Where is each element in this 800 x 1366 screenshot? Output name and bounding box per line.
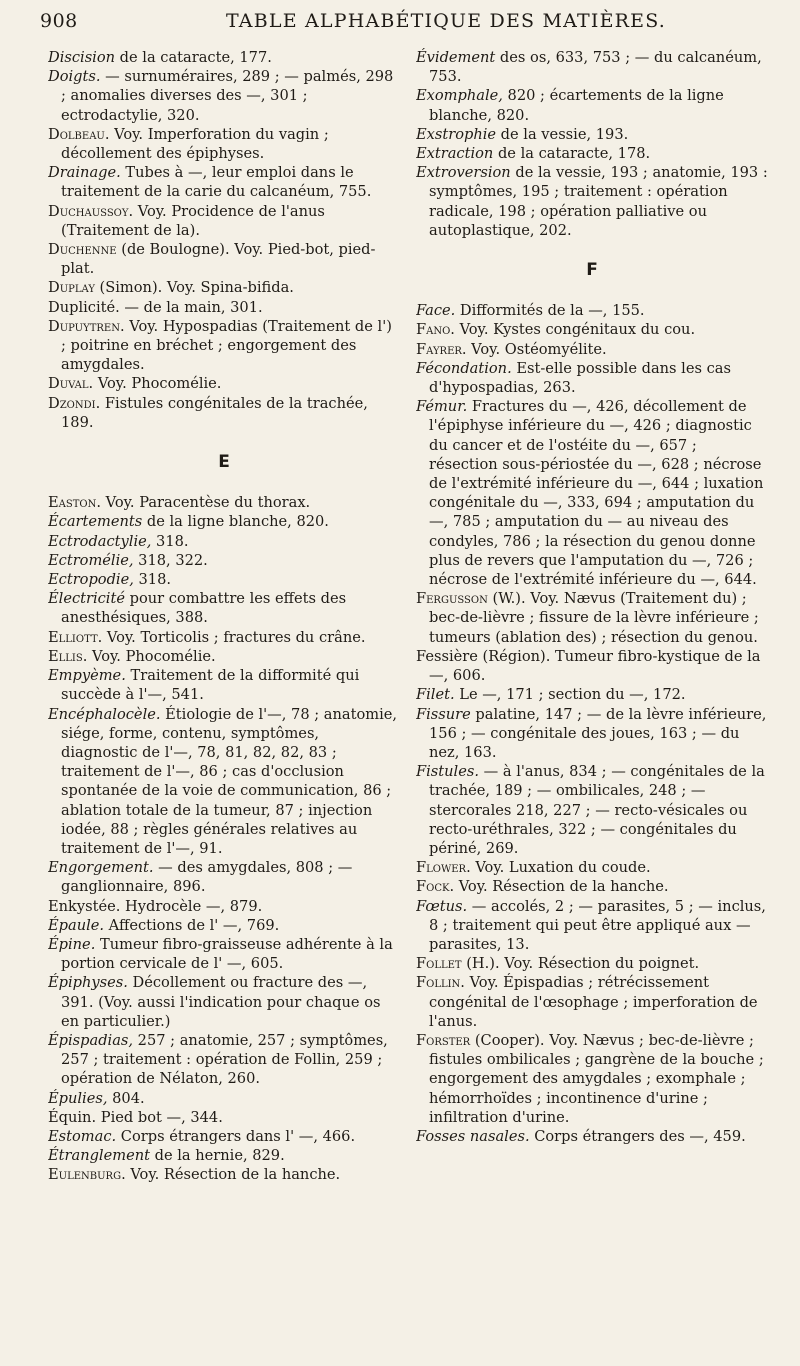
section-letter: F [586,260,598,281]
index-entry [416,647,768,685]
entry-term: Fock. [416,878,455,896]
index-entry [48,394,400,432]
entry-text: 804. [107,1089,145,1107]
entry-text: Voy. Résection de la hanche. [454,878,669,896]
entry-term: Évidement [416,49,496,66]
entry-text: Étiologie de l'—, 78 ; anatomie, siége, forme, contenu, symptômes, diagnostic de l'—, 78, 81, 82, 82, 83 ; traitement de l'—, 86 ; cas d'occlusion spontanée de la voie de communication, 86 ; ablation totale de la tumeur, 87 ; injection iodée, 88 ; règles générales relatives au traitement de l'—, 91. [61,705,398,857]
entry-text: (W.). Voy. Nævus (Traitement du) ; bec-de-lièvre ; fissure de la lèvre inférieure ; tumeurs (ablation des) ; résection du genou. [429,590,759,646]
running-head [40,10,780,36]
entry-text: de la vessie, 193 ; anatomie, 193 : symptômes, 195 ; traitement : opération radicale, 198 ; opération palliative ou autoplastique, 202. [429,164,768,239]
entry-term: Exstrophie [416,125,497,143]
entry-term: Écartements [48,513,143,531]
entry-term: Fessière [416,647,478,665]
index-entry [416,877,768,896]
entry-text: (Simon). Voy. Spina-bifida. [94,279,294,297]
entry-term: Fergusson [416,590,488,608]
index-entry [48,48,400,67]
index-entry [48,493,400,512]
index-entry [48,278,400,297]
entry-text: — de la main, 301. [119,298,263,316]
index-entry [48,973,400,1031]
index-entry [48,666,400,704]
entry-text: palatine, 147 ; — de la lèvre inférieure, 156 ; — congénitale des joues, 163 ; — du nez, 163. [429,705,767,761]
entry-term: Empyème. [48,667,126,685]
index-entry [48,858,400,896]
index-entry [416,589,768,647]
index-entry [416,340,768,359]
index-entry [48,240,400,278]
entry-text: — accolés, 2 ; — parasites, 5 ; — inclus, 8 ; traitement qui peut être appliqué aux — parasites, 13. [429,897,766,953]
entry-term: Discision [48,49,116,66]
index-entry [416,48,768,86]
entry-text: — des amygdales, 808 ; — ganglionnaire, 896. [61,859,353,896]
entry-term: Duplicité. [48,298,120,316]
index-entry [48,67,400,125]
entry-text: Décollement ou fracture des —, 391. (Voy. aussi l'indication pour chaque os en particulier.) [61,974,381,1030]
index-entry [48,551,400,570]
entry-term: Drainage. [48,164,121,182]
index-entry [416,320,768,339]
entry-term: Épine. [48,935,96,953]
entry-text: Voy. Imperforation du vagin ; décollement des épiphyses. [61,125,329,163]
entry-text: Voy. Hypospadias (Traitement de l') ; poitrine en bréchet ; engorgement des amygdales. [61,317,392,374]
section-letter: E [218,452,230,473]
entry-text: Tubes à —, leur emploi dans le traitement de la carie du calcanéum, 755. [61,164,372,201]
index-entry [48,202,400,240]
entry-term: Épulies, [48,1089,108,1107]
entry-term: Follin. [416,974,465,992]
entry-text: Voy. Phocomélie. [93,375,222,393]
entry-term: Fémur. [416,398,468,416]
entry-term: Fistules. [416,763,479,781]
index-entry [416,359,768,397]
entry-text: Hydrocèle —, 879. [120,897,263,915]
entry-text: — surnuméraires, 289 ; — palmés, 298 ; anomalies diverses des —, 301 ; ectrodactylie, 320. [61,68,394,124]
entry-text: Voy. Paracentèse du thorax. [100,494,311,512]
entry-text: (de Boulogne). Voy. Pied-bot, pied-plat. [61,241,376,278]
page-title: TABLE ALPHABÉTIQUE DES MATIÈRES. [225,10,667,32]
entry-text: 318. [133,571,172,589]
index-entry [48,570,400,589]
entry-term: Encéphalocèle. [48,705,161,723]
entry-text: Traitement de la difformité qui succède à l'—, 541. [61,667,360,704]
entry-term: Face. [416,302,456,320]
entry-text: Voy. Ostéomyélite. [466,340,607,358]
entry-text: Est-elle possible dans les cas d'hypospadias, 263. [429,359,731,397]
entry-term: Dupuytren. [48,317,125,335]
page-number: 908 [40,10,78,32]
index-entry [48,1089,400,1108]
index-entry [48,1031,400,1089]
entry-term: Estomac. [48,1127,117,1145]
entry-term: Dzondi. [48,394,101,412]
entry-text: de la cataracte, 178. [493,145,651,163]
entry-term: Duplay [48,279,95,297]
index-entry [416,685,768,704]
index-entry [416,163,768,240]
entry-text: — à l'anus, 834 ; — congénitales de la trachée, 189 ; — ombilicales, 248 ; — stercorales 218, 227 ; — recto-vésicales ou recto-uréthrales, 322 ; — congénitales du périné, 269. [429,763,765,857]
entry-term: Ellis. [48,647,88,665]
index-entry [416,897,768,955]
entry-text: 820 ; écartements de la ligne blanche, 820. [429,87,724,124]
index-entry [416,397,768,589]
entry-term: Électricité [48,590,125,608]
index-entry [416,1127,768,1146]
index-entry [416,954,768,973]
index-entry [48,1127,400,1146]
entry-text: des os, 633, 753 ; — du calcanéum, 753. [429,49,762,86]
entry-term: Engorgement. [48,859,154,877]
entry-text: Tumeur fibro-graisseuse adhérente à la portion cervicale de l' —, 605. [61,935,393,973]
entry-text: (Région). Tumeur fibro-kystique de la —, 606. [429,647,761,685]
entry-text: 257 ; anatomie, 257 ; symptômes, 257 ; traitement : opération de Follin, 259 ; opération de Nélaton, 260. [61,1031,388,1088]
entry-term: Fosses nasales. [416,1127,530,1145]
entry-term: Extroversion [416,164,511,182]
entry-term: Exomphale, [416,87,503,105]
entry-term: Flower. [416,859,471,877]
index-entry [48,1165,400,1184]
entry-text: (Cooper). Voy. Nævus ; bec-de-lièvre ; fistules ombilicales ; gangrène de la bouche ; engorgement des amygdales ; exomphale ; hémorrhoïdes ; incontinence d'urine ; infiltration d'urine. [429,1031,764,1126]
entry-text: Pied bot —, 344. [96,1108,223,1126]
index-entry [48,125,400,163]
index-entry [416,858,768,877]
entry-text: Fistules congénitales de la trachée, 189. [61,394,368,431]
entry-term: Épispadias, [48,1031,134,1049]
entry-term: Ectromélie, [48,551,134,569]
entry-text: de la ligne blanche, 820. [142,513,329,531]
entry-term: Extraction [416,145,494,163]
index-entry [48,374,400,393]
index-entry [48,628,400,647]
entry-term: Easton. [48,494,101,512]
entry-text: Corps étrangers dans l' —, 466. [116,1127,356,1145]
entry-term: Forster [416,1031,471,1049]
entry-text: de la vessie, 193. [496,125,629,143]
entry-text: Voy. Torticolis ; fractures du crâne. [102,628,366,646]
index-entry [48,512,400,531]
entry-text: Voy. Phocomélie. [87,647,216,665]
entry-term: Enkystée. [48,897,121,915]
entry-text: 318. [151,532,189,550]
entry-text: 318, 322. [133,551,208,569]
index-entry [416,705,768,763]
entry-term: Fayrer. [416,340,467,358]
index-entry [48,532,400,551]
index-entry [416,973,768,1031]
entry-term: Duchaussoy. [48,202,134,220]
entry-term: Duval. [48,375,94,393]
entry-text: Difformités de la —, 155. [455,302,645,320]
index-entry [48,1146,400,1165]
entry-term: Épaule. [48,916,105,934]
entry-term: Ectrodactylie, [48,532,152,550]
index-entry [416,144,768,163]
index-entry [48,589,400,627]
index-entry [416,125,768,144]
entry-term: Elliott. [48,628,103,646]
entry-text: de la cataracte, 177. [115,49,272,66]
entry-term: Étranglement [48,1147,150,1165]
entry-text: (H.). Voy. Résection du poignet. [461,955,700,973]
entry-term: Fano. [416,321,455,339]
index-entry [416,301,768,320]
entry-term: Équin. [48,1108,97,1126]
index-entry [416,762,768,858]
index-entry [416,86,768,124]
entry-term: Ectropodie, [48,571,134,589]
index-entry [48,647,400,666]
entry-text: Voy. Épispadias ; rétrécissement congénital de l'œsophage ; imperforation de l'anus. [429,974,758,1030]
entry-term: Fœtus. [416,897,468,915]
entry-term: Filet. [416,686,455,704]
entry-term: Follet [416,955,462,973]
entry-text: Voy. Kystes congénitaux du cou. [454,321,696,339]
entry-text: Voy. Résection de la hanche. [125,1166,341,1184]
entry-text: pour combattre les effets des anesthésiques, 388. [61,590,347,627]
index-entry [48,897,400,916]
index-entry [48,163,400,201]
entry-term: Duchenne [48,241,117,259]
index-entry [48,916,400,935]
entry-text: Affections de l' —, 769. [104,916,280,934]
entry-term: Dolbeau. [48,125,110,143]
right-column [416,48,768,1348]
index-entry [48,298,400,317]
entry-text: Fractures du —, 426, décollement de l'épiphyse inférieure du —, 426 ; diagnostic du cancer et de l'ostéite du —, 657 ; résection sous-périostée du —, 628 ; nécrose de l'extrémité inférieure du —, 644 ; luxation congénitale du —, 333, 694 ; amputation du —, 785 ; amputation du — au niveau des condyles, 786 ; la résection du genou donne plus de revers que l'amputation du —, 726 ; nécrose de l'extrémité inférieure du —, 644. [429,398,764,589]
left-column [48,48,400,1348]
index-entry [48,705,400,859]
entry-term: Doigts. [48,68,101,86]
entry-term: Fissure [416,705,471,723]
index-entry [48,1108,400,1127]
entry-term: Fécondation. [416,359,512,377]
entry-text: Voy. Luxation du coude. [470,859,651,877]
entry-text: de la hernie, 829. [149,1147,285,1165]
entry-text: Voy. Procidence de l'anus (Traitement de la). [61,202,325,239]
entry-term: Eulenburg. [48,1166,126,1184]
entry-term: Épiphyses. [48,974,128,992]
index-entry [48,317,400,375]
index-entry [48,935,400,973]
entry-text: Le —, 171 ; section du —, 172. [454,686,686,704]
index-entry [416,1031,768,1127]
entry-text: Corps étrangers des —, 459. [529,1127,746,1145]
